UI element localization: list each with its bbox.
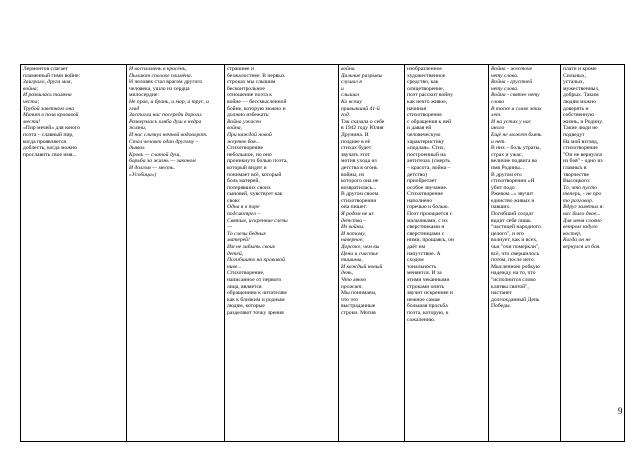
table-cell [489,65,561,442]
text-line: "Он не вернулся [563,151,602,158]
text-line: Поэт проощается с [407,211,453,218]
text-line: потом, после него. [491,257,536,264]
text-line: Что мною [341,277,367,283]
table-cell [225,65,339,442]
text-line: мальчиками, с их [407,217,448,224]
text-line: Ржевом...» звучит [491,191,534,198]
text-line: волнует, как и всех, [491,237,538,244]
text-line: особое звучание. [407,184,448,191]
text-line: и давая ей [407,125,432,132]
text-line: единство живых и [491,197,535,204]
text-line: усталых, [563,79,585,86]
text-line: Манит в поля кровавой [23,112,79,119]
text-line: начиная [407,105,427,112]
text-line: долгожданный День [491,296,540,303]
text-line: Пылают сполохе пламёна. [129,72,193,79]
text-line: То, что пусто [563,184,598,191]
text-line: Я родом не из [341,211,374,218]
text-line: детства – [341,217,367,224]
text-line: приобретает [407,178,437,185]
text-line: возвратилась... [341,184,377,191]
text-line: потерявших своих [227,184,271,191]
text-line: И человек стал врагом другого [129,79,203,86]
text-line: добрых. Таким [563,92,599,99]
text-line: В другом его [491,171,522,178]
text-line: Дороже, чем вы [341,244,380,251]
text-line: – красота, война – [407,164,451,171]
text-line: И развилась тамена [23,92,72,99]
text-line: В другом своем [341,191,379,198]
text-line: звучит искреннее и [407,290,453,297]
text-line: милосердие: [129,92,159,99]
text-line: "исполнится слово [491,277,536,283]
text-line: Стал человек одан другому – [129,138,199,145]
text-line: что это [341,296,358,303]
text-line: и нет. [491,138,506,145]
text-line: подсмотрел – [227,211,261,218]
text-line: Мы понимаем, [341,290,377,297]
text-line: лица, является [227,283,262,290]
text-line: боль матерей, [227,178,260,185]
text-line: Так сказала о себе [341,118,385,125]
text-line: матерей! [227,237,250,244]
text-line: должно избежать: [227,112,270,119]
text-line: звучать этот [341,151,370,158]
text-line: Война - жесточе [491,66,533,72]
text-line: жизни, [129,125,147,132]
table-cell [405,65,489,442]
text-line: ниве... [227,263,242,270]
text-line: «Пир мечей» для юного [23,125,80,132]
text-line: привыкший 41-й [341,105,380,112]
text-line: Друнина. И [341,131,369,138]
text-line: Погибшитх на кровавой [227,257,285,264]
text-line: дьявол. [129,145,146,152]
text-line: И нас слизнул ночной водоворот. [129,131,208,138]
text-line: людям, которые [227,303,265,310]
text-line: Трубой заветною она [23,105,75,112]
text-line: слышал [341,92,360,99]
text-line: Святые, искренние слезы [227,217,288,224]
text-line: изобразленное [407,66,442,72]
text-line: павших. [491,204,511,211]
text-line: тишины, [341,257,363,264]
text-line: мести! [23,118,41,125]
text-line: Стихотворение [407,191,443,198]
text-line: Одна я в поре [227,204,260,211]
text-line: Застигли нас посереди дороги: [129,112,203,119]
text-line: Сильных, [563,72,587,79]
text-line: «Усобица») [129,171,157,178]
text-line: Война ужасен [227,118,261,125]
text-line: Стихотворение [227,145,263,152]
text-line: страх и ужас, [491,151,523,158]
text-line: И потому, [341,230,366,237]
text-line: имя Родины... [491,164,524,171]
text-line: тональность [407,263,437,270]
text-line: Высоцкого: [563,178,591,185]
text-line: доверять и [563,105,589,112]
text-line: обращением к читателям [227,290,287,297]
text-line: то разговор. [563,197,594,204]
text-line: поэт расскит войну [407,92,454,99]
text-line: слушал я [341,79,362,86]
text-line: войне — бессмысленной [227,98,287,105]
text-line: Такие люди не [563,125,598,132]
text-line: поэта, которую, к [407,309,449,316]
text-line: бойне, которую можно и [227,105,286,112]
text-line: чьи "очи померкли", [491,244,540,251]
text-line: она пишет: [341,204,368,211]
text-line: И на устах у нас [491,118,532,125]
text-line: нежное самая [407,296,440,303]
text-line: отношение поэта к [227,92,272,99]
text-line: нас было двое... [563,211,601,218]
text-line: Для меня словно [563,217,602,224]
text-line: На мой взгляд, [563,138,599,145]
text-line: настанет [491,290,512,297]
text-line: При каждой новой [227,131,272,138]
text-line: творчестве [563,171,589,178]
text-line: лет. [491,112,502,119]
text-line: Война - святее нету [491,92,540,99]
text-line: меняется. И за [407,270,442,277]
text-line: день, [341,270,354,277]
text-line: понимает всё, который [227,171,282,178]
text-line: даёт им [407,244,426,251]
text-line: детство) [407,171,428,178]
text-line: сожалению. [407,316,436,323]
text-line: «подлая». Стих, [407,145,446,152]
text-line: мужественных, [563,85,600,92]
text-line: жизнь, и Родину. [563,118,603,125]
text-line: теперь, - не про [563,191,602,198]
text-line: Когда он не [563,237,591,244]
text-line: главных в [563,164,587,171]
table-cell [561,65,625,442]
text-line: ними, прощаясь, он [407,237,454,244]
text-line: как нечто живое, [407,98,448,105]
text-line: — [227,224,232,231]
text-line: Ко всему [341,98,362,105]
text-line: которого она не [341,178,379,185]
text-line: строками опять [407,283,444,290]
text-line: с обращения к ней [407,118,452,125]
text-line: Цени и счастье [341,250,379,257]
text-line: прожит. [341,283,363,290]
text-line: И воспламень в красень, [129,66,187,72]
text-line: честа; [23,98,40,105]
text-line: война, [227,125,242,132]
text-line: средство, как [407,79,439,86]
text-line: Лермонтов слагает [23,66,68,72]
text-line: стихотворении [341,197,377,204]
text-line: война; [23,85,39,92]
text-line: олицетворение, [407,85,444,92]
text-line: убит подо [491,184,515,191]
text-line: наверное, [341,237,364,244]
text-line: стихотворение [407,112,442,119]
text-line: сверстницами с [407,230,445,237]
text-line: антитезах (смерть [407,158,450,165]
text-line: прославить свое имя... [23,151,77,158]
text-line: костер, [563,230,582,237]
text-line: Заиграло, друга моя, [23,79,72,86]
text-line: борьба за жизнь — законом [129,158,196,165]
text-line: детства в огонь [341,164,378,171]
text-line: детей, [227,250,244,257]
text-line: В тоске и славе этих [491,105,542,112]
text-line: наполнено [407,197,433,204]
text-line: написанное от первого [227,277,282,283]
text-line: собственную [563,112,595,119]
text-line: иного [491,125,505,132]
text-line: и [341,85,344,92]
text-line: видит себя лишь [491,217,531,224]
text-line: поэта – славный пир, [23,131,74,138]
text-line: Разверзлась хляба душ в недра [129,118,202,125]
text-line: бесконтрольное [227,85,265,92]
text-line: "частицей народного [491,224,541,231]
text-line: художественное [407,72,446,79]
text-line: В них – боль утраты, [491,145,541,152]
text-line: характеристику [407,138,445,145]
text-line: Им не забыть своих [227,244,276,251]
content-table [20,64,625,442]
text-line: сыновей, чувствует как [227,191,283,198]
text-line: пламенный гимн войне: [23,72,81,79]
text-line: И каждый новый [341,263,383,270]
text-line: большая просьба [407,303,448,310]
text-line: войны, из [341,171,365,178]
text-line: строках мы слышим [227,79,276,86]
text-line: Стихотворение, [227,270,265,277]
text-line: Победы. [491,303,512,310]
text-line: безжалостнее. В первых [227,72,285,79]
table-cell [339,65,405,442]
table-cell [21,65,127,442]
text-line: нету слова. [491,72,519,79]
text-line: небольшое, но оно [227,151,272,158]
text-line: слова [491,98,504,105]
text-line: людям можно [563,98,596,105]
text-line: И долгом — месть. [129,164,175,171]
text-line: всё, что свершилось [491,250,540,257]
text-line: вернулся из боя. [563,244,601,251]
text-line: разделяют точку зрения [227,309,284,316]
text-line: плати и кроме [563,66,597,72]
text-line: человеческую [407,131,441,138]
text-line: сверстниками и [407,224,445,231]
text-line: человека, ушло из сердца [129,85,190,92]
text-line: проникнуто болью поэта, [227,158,288,165]
text-line: Вдруг заметил я: [563,204,605,211]
text-line: позднее в её [341,138,371,145]
text-line: построенный на [407,151,446,158]
text-line: стихотворении «Я [491,178,535,185]
text-line: этими чеканными [407,277,450,283]
text-line: свою: [227,197,241,204]
text-line: как к близким и родным [227,296,285,303]
text-line: напутствие. А [407,250,441,257]
text-line: Из войны. [341,224,365,231]
text-line: который видит и [227,164,267,171]
text-line: год. [341,112,351,119]
text-line: из боя" - одно из [563,158,603,165]
text-line: жертве боя... [227,138,260,145]
text-line: горечью и болью. [407,204,449,211]
text-line: мотив ухода из [341,158,377,165]
text-line: Кровь — слатой душ, [129,151,181,158]
text-line: Погибший солдат [491,211,534,218]
text-line: клятвы святой", [491,283,529,290]
text-line: страшнее и [227,66,254,72]
text-line: То слезы бедных [227,230,266,237]
text-line: доблесть, когда можно [23,145,77,152]
text-line: глад [129,105,140,112]
text-line: сходом [407,257,424,264]
text-line: Не прав, и брань, и мор, и трус, и [129,98,209,105]
text-line: строки. Мотив [341,309,376,316]
table-row [21,65,625,442]
text-line: стихах будет [341,145,372,152]
text-line: надежду на то, что [491,270,536,277]
text-line: подведут [563,131,585,138]
text-line: Ещё не может быть [491,131,542,138]
text-line: выстраданные [341,303,376,310]
table-cell [127,65,225,442]
text-line: целого", и его [491,230,524,237]
text-line: когда проявляется [23,138,67,145]
text-line: величие подвига во [491,158,538,165]
page-number: 9 [618,406,623,416]
text-line: Дальние разрывы [341,72,383,79]
text-line: в 1942 году Юлия [341,125,384,132]
text-line: Мысленною робкую [491,263,540,270]
text-line: нету слова. [491,85,519,92]
text-line: ветром задуло [563,224,598,231]
text-line: стихотворение [563,145,598,152]
text-line: Война - грустней [491,79,533,86]
text-line: война. [341,66,356,72]
